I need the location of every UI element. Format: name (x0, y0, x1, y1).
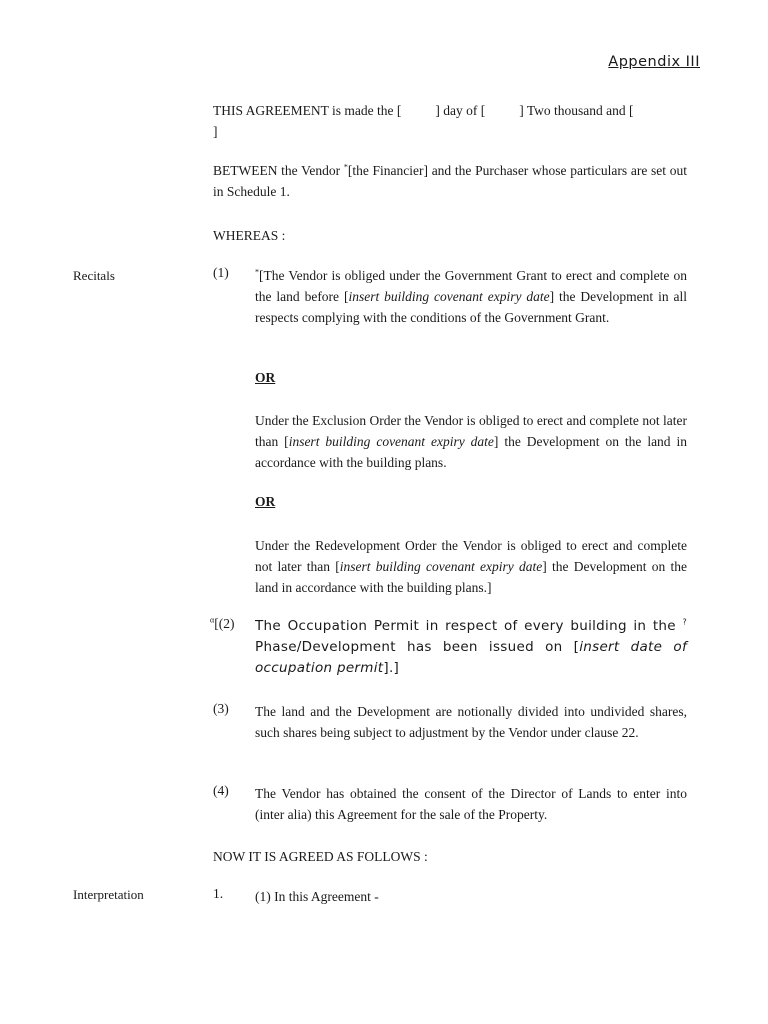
or-separator-1: OR (255, 370, 276, 385)
recital-4-number: (4) (213, 783, 229, 798)
footnote-mark: * (343, 162, 348, 172)
recital-3-number: (3) (213, 701, 229, 716)
interpretation-label: Interpretation (73, 887, 144, 902)
recital-2-number: $^\alpha$[(2) (210, 615, 235, 631)
recital-3-text: The land and the Development are notionally divided into undivided shares, such shares being subject to adjustment by the Vendor under clause 22. (255, 704, 687, 740)
clause-1-subclause: (1) In this Agreement - (255, 889, 379, 904)
recital-1-text-c: Under the Redevelopment Order the Vendor is obliged to erect and complete not later than [insert building covenant expiry date] the Development on the land in accordance with the building plans.] (255, 538, 687, 595)
footnote-mark: α (210, 615, 215, 625)
clause-1-number: 1. (213, 886, 224, 901)
recital-2-text: The Occupation Permit in respect of every building in the ?Phase/Development has been issued on [insert date of occupation permit].] (255, 617, 687, 676)
agreement-date-paragraph: THIS AGREEMENT is made the [ ] day of [ ] Two thousand and [ ] (213, 103, 634, 139)
whereas-heading: WHEREAS : (213, 228, 286, 243)
recital-1-text-a: *[The Vendor is obliged under the Government Grant to erect and complete on the land before [insert building covenant expiry date] the Development in all respects complying with the conditions of the Government Grant. (255, 267, 687, 325)
recitals-label: Recitals (73, 268, 115, 283)
parties-paragraph: BETWEEN the Vendor *[the Financier] and the Purchaser whose particulars are set out in Schedule 1. (213, 162, 687, 199)
recital-1-text-b: Under the Exclusion Order the Vendor is obliged to erect and complete not later than [insert building covenant expiry date] the Development on the land in accordance with the building plans. (255, 413, 687, 470)
recital-1-number: (1) (213, 265, 229, 280)
recital-4-text: The Vendor has obtained the consent of the Director of Lands to enter into (inter alia) this Agreement for the sale of the Property. (255, 786, 687, 822)
footnote-mark: ? (682, 617, 687, 627)
page-title: Appendix III (608, 54, 700, 70)
agreed-heading: NOW IT IS AGREED AS FOLLOWS : (213, 849, 428, 864)
footnote-mark: * (255, 267, 259, 277)
or-separator-2: OR (255, 494, 276, 509)
